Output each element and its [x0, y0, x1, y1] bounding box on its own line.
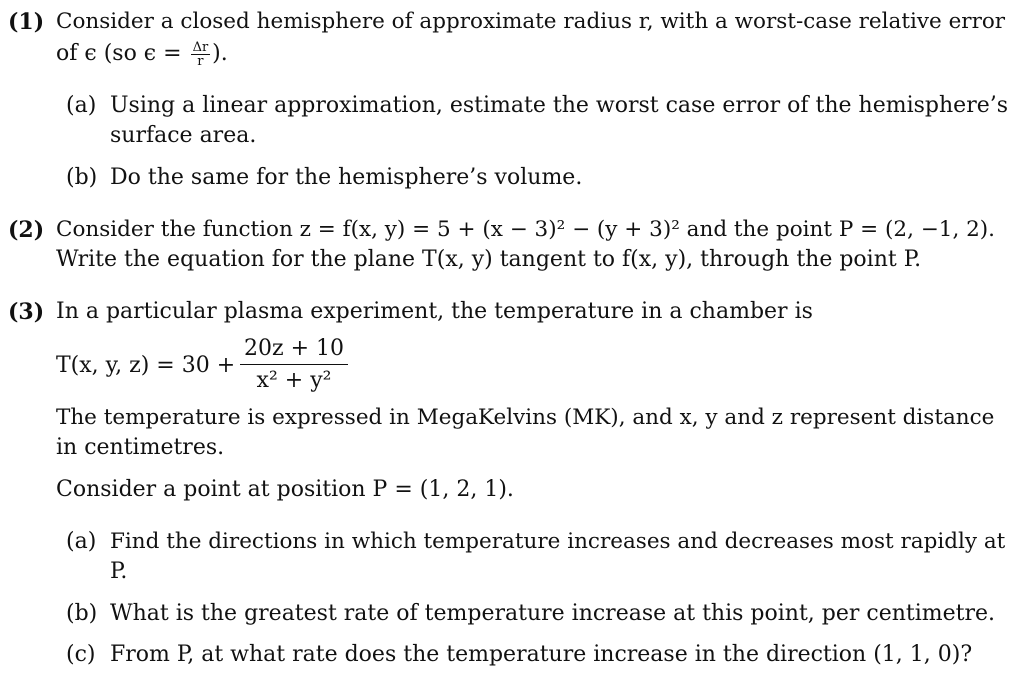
formula-denominator: x² + y² [256, 368, 332, 393]
problem-1-line2-pre: of ϵ (so ϵ = [56, 41, 189, 66]
problem-3-point-line: Consider a point at position P = (1, 2, 1). [56, 477, 514, 502]
temperature-formula-lhs: T(x, y, z) = 30 + [56, 353, 236, 378]
problem-1a-label: (a) [66, 93, 97, 118]
problem-1b-label: (b) [66, 165, 98, 190]
problem-3-units-line2: in centimetres. [56, 435, 225, 460]
problem-3-units-line1: The temperature is expressed in MegaKelvins (MK), and x, y and z represent distance [56, 405, 995, 430]
problem-2-line1: Consider the function z = f(x, y) = 5 + (x − 3)² − (y + 3)² and the point P = (2, −1, 2). [56, 217, 996, 242]
fraction-denominator: r [197, 53, 204, 69]
relative-error-fraction [191, 41, 211, 68]
problem-1a-line2: surface area. [110, 123, 257, 148]
problem-1-text-line2 [56, 40, 228, 68]
problem-1-line2-post: ). [212, 41, 228, 66]
problem-3a-label: (a) [66, 529, 97, 554]
temperature-formula-fraction [240, 336, 348, 394]
problem-1b-line1: Do the same for the hemisphere’s volume. [110, 165, 583, 190]
problem-3-number: (3) [8, 299, 45, 325]
formula-numerator: 20z + 10 [240, 336, 348, 365]
problem-2-number: (2) [8, 217, 45, 243]
problem-3b-line1: What is the greatest rate of temperature increase at this point, per centimetre. [110, 601, 996, 626]
problem-3c-label: (c) [66, 642, 96, 667]
problem-3b-label: (b) [66, 601, 98, 626]
problem-1-number: (1) [8, 9, 45, 35]
problem-1-text-line1: Consider a closed hemisphere of approximate radius r, with a worst-case relative error [56, 9, 1006, 34]
problem-2-line2: Write the equation for the plane T(x, y) tangent to f(x, y), through the point P. [56, 247, 922, 272]
problem-3c-line1: From P, at what rate does the temperature increase in the direction (1, 1, 0)? [110, 642, 973, 667]
problem-1a-line1: Using a linear approximation, estimate the worst case error of the hemisphere’s [110, 93, 1009, 118]
problem-3a-line2: P. [110, 559, 128, 584]
problem-3a-line1: Find the directions in which temperature increases and decreases most rapidly at [110, 529, 1006, 554]
fraction-numerator: Δr [192, 39, 209, 55]
problem-3-line1: In a particular plasma experiment, the temperature in a chamber is [56, 299, 813, 324]
